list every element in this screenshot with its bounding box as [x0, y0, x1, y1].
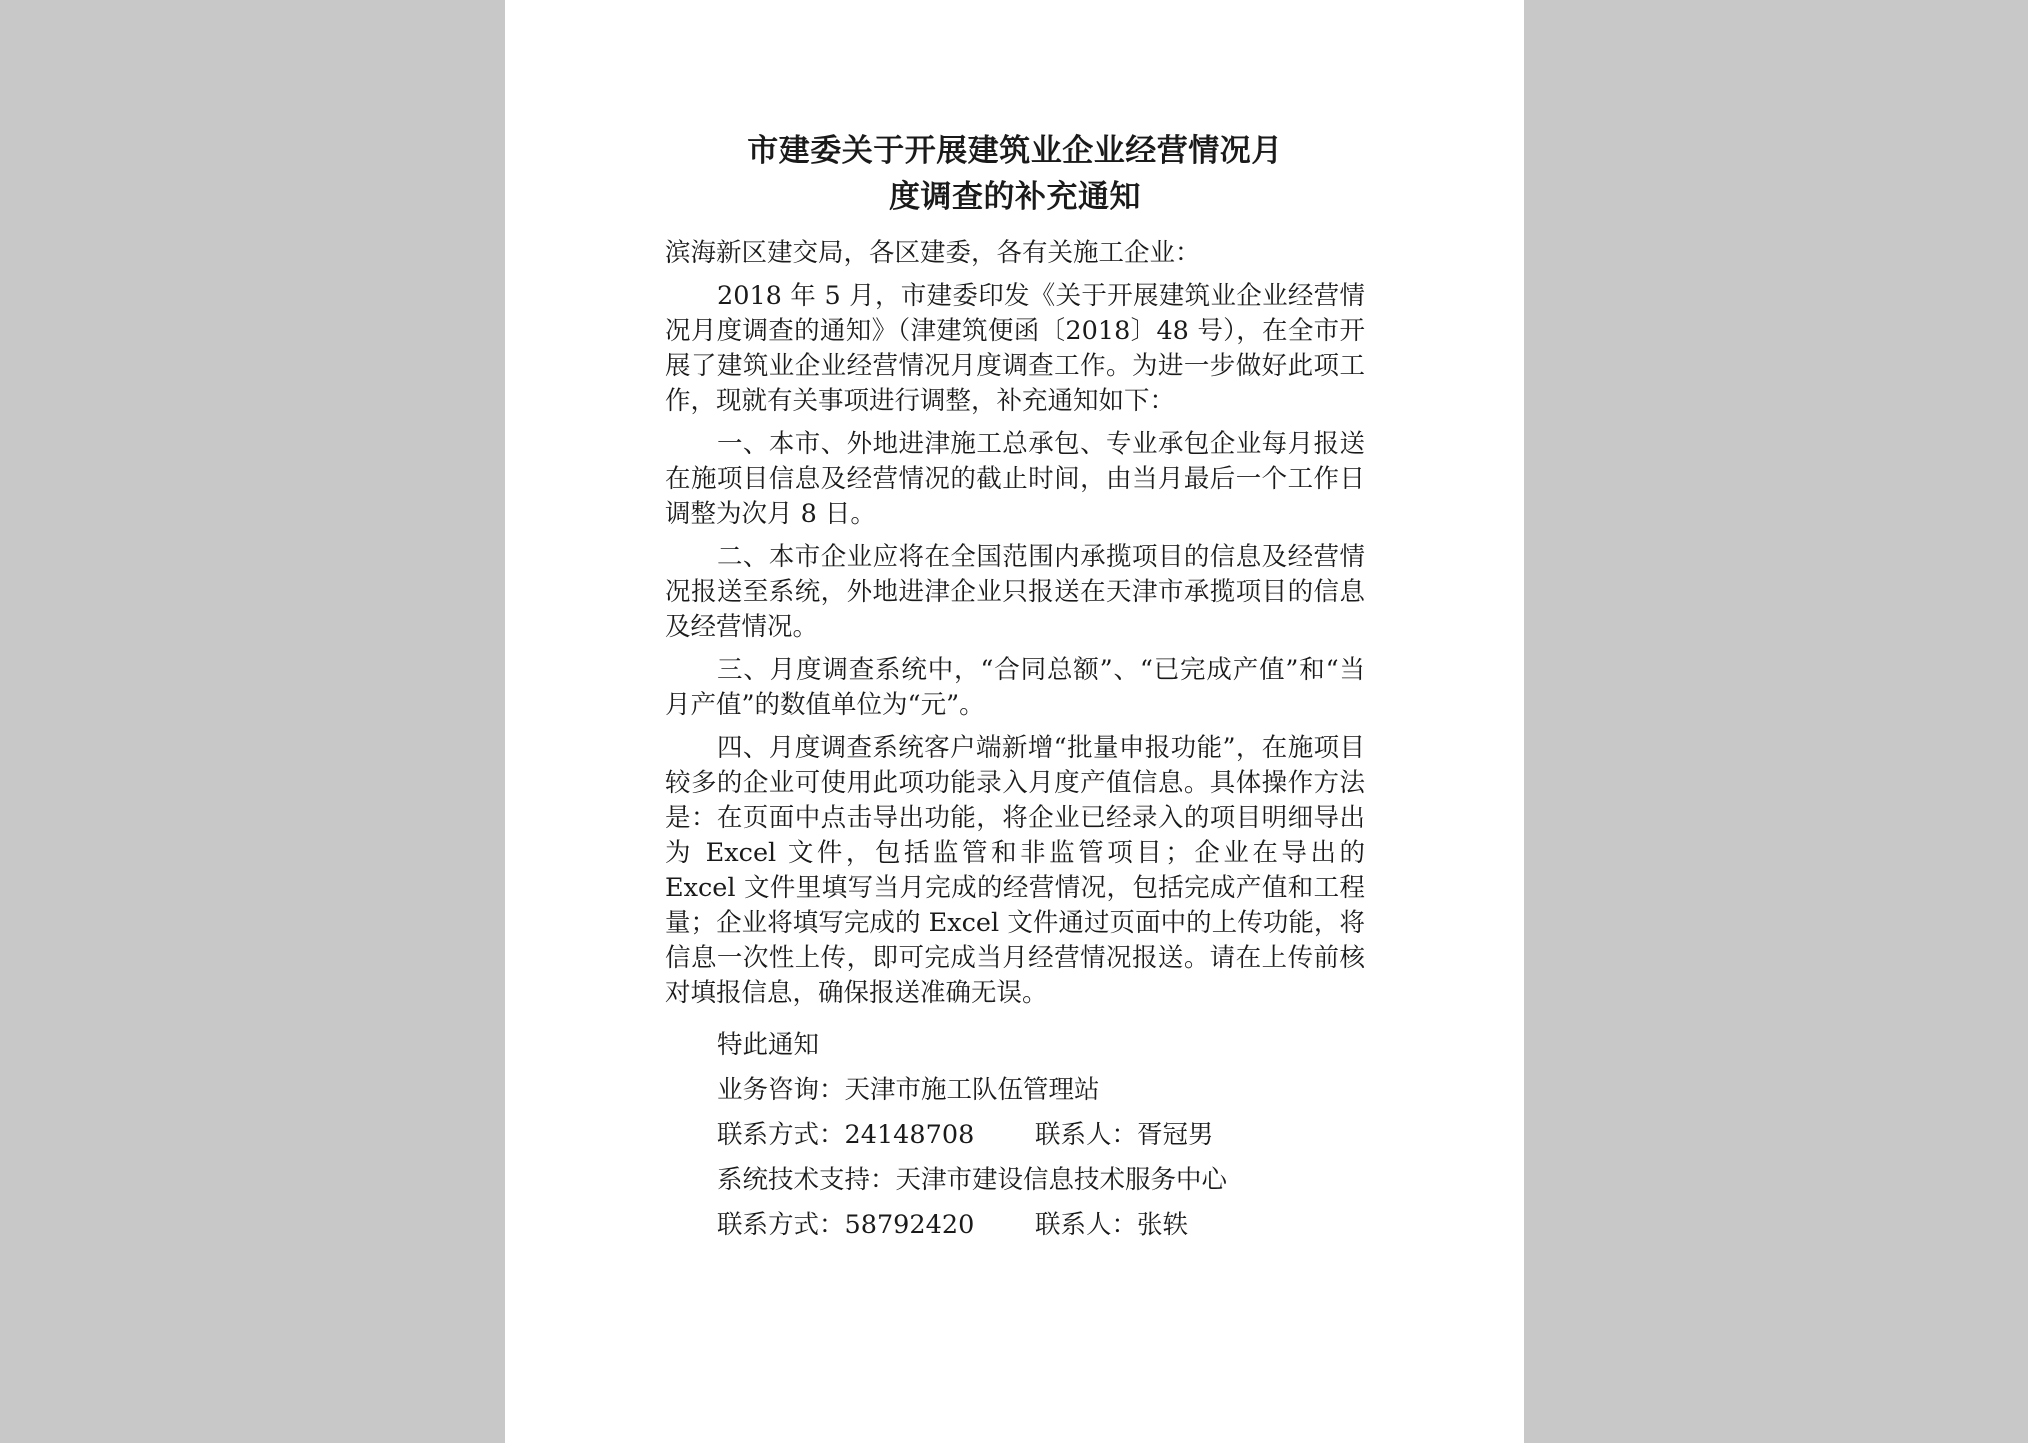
document-content — [665, 128, 1365, 1248]
business-contact-person: 联系人：胥冠男 — [1035, 1120, 1214, 1150]
addressee: 滨海新区建交局，各区建委，各有关施工企业： — [665, 238, 1201, 268]
paragraph-item-3: 三、月度调查系统中，“合同总额”、“已完成产值”和“当月产值”的数值单位为“元”。 — [665, 655, 1365, 720]
business-contact-row — [665, 1113, 1365, 1158]
business-contact-phone: 联系方式：24148708 — [717, 1120, 975, 1150]
closing-remark: 特此通知 — [717, 1030, 820, 1060]
document-page — [505, 0, 1524, 1443]
document-title-line-1: 市建委关于开展建筑业企业经营情况月 — [747, 133, 1283, 169]
tech-contact-phone: 联系方式：58792420 — [717, 1210, 975, 1240]
paragraph-item-1: 一、本市、外地进津施工总承包、专业承包企业每月报送在施项目信息及经营情况的截止时间，由当月最后一个工作日调整为次月 8 日。 — [665, 429, 1365, 529]
tech-contact-row — [665, 1203, 1365, 1248]
business-consult: 业务咨询：天津市施工队伍管理站 — [717, 1075, 1100, 1105]
document-title — [665, 128, 1365, 220]
document-body — [665, 236, 1365, 1248]
tech-contact-person: 联系人：张轶 — [1035, 1210, 1189, 1240]
paragraph-intro: 2018 年 5 月，市建委印发《关于开展建筑业企业经营情况月度调查的通知》（津建筑便函〔2018〕48 号），在全市开展了建筑业企业经营情况月度调查工作。为进一步做好此项工作，现就有关事项进行调整，补充通知如下： — [665, 281, 1365, 416]
paragraph-item-4: 四、月度调查系统客户端新增“批量申报功能”，在施项目较多的企业可使用此项功能录入月度产值信息。具体操作方法是：在页面中点击导出功能，将企业已经录入的项目明细导出为 Excel 文件，包括监管和非监管项目；企业在导出的 Excel 文件里填写当月完成的经营情况，包括完成产值和工程量；企业将填写完成的 Excel 文件通过页面中的上传功能，将信息一次性上传，即可完成当月经营情况报送。请在上传前核对填报信息，确保报送准确无误。 — [665, 733, 1365, 1008]
document-title-line-2: 度调查的补充通知 — [889, 179, 1141, 215]
closing-block — [665, 1023, 1365, 1248]
paragraph-item-2: 二、本市企业应将在全国范围内承揽项目的信息及经营情况报送至系统，外地进津企业只报送在天津市承揽项目的信息及经营情况。 — [665, 542, 1365, 642]
tech-support: 系统技术支持：天津市建设信息技术服务中心 — [717, 1165, 1228, 1195]
